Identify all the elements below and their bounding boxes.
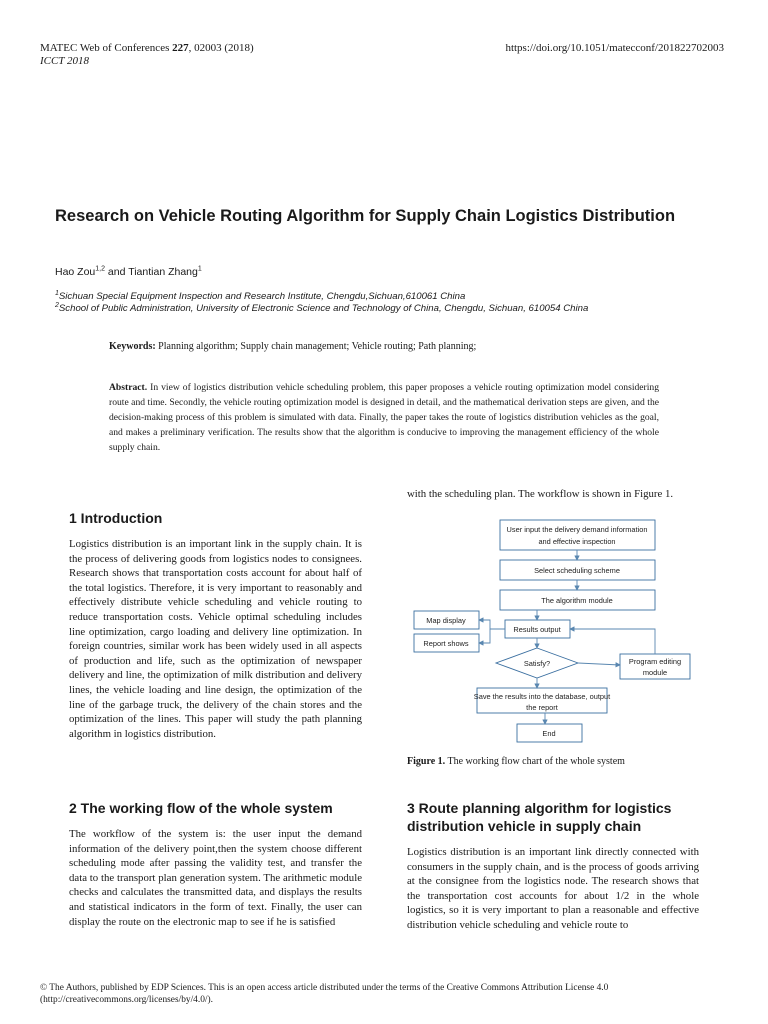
- section-1-text: Logistics distribution is an important link in the supply chain. It is the process of delivering goods from logistics nodes to consignees. Research shows that transportation costs account for about half of the total logistics. Therefore, it is very important to reasonably and effectively distribute vehicle scheduling and vehicle routing to reduce transportation costs. Vehicle optimal scheduling includes line optimization, cargo loading and delivery line optimization. In foreign countries, similar work has been widely used in all aspects of production and life, such as the optimization of newspaper delivery and line, the optimization of milk distribution and delivery lines, the vehicle loading and line design, the optimization of the line of the garbage truck, the delivery of the chain stores and the optimization of the lines. This paper will study the path planning algorithm in logistics distribution.: [69, 538, 362, 740]
- workflow-flowchart: [405, 517, 705, 749]
- keywords: Keywords: Planning algorithm; Supply chain management; Vehicle routing; Path planning;: [109, 341, 477, 352]
- doi-link[interactable]: https://doi.org/10.1051/matecconf/201822702003: [505, 42, 724, 54]
- paper-title: Research on Vehicle Routing Algorithm for Supply Chain Logistics Distribution: [55, 207, 676, 225]
- license-link[interactable]: (http://creativecommons.org/licenses/by/4.0/).: [40, 995, 213, 1005]
- node-user-input-label-1: User input the delivery demand information: [506, 525, 648, 534]
- node-algorithm-module-label: The algorithm module: [541, 596, 613, 605]
- node-satisfy-label: Satisfy?: [523, 659, 551, 668]
- section-2-text: The workflow of the system is: the user input the demand information of the delivery point,then the system choose different scheduling mode after passing the validity test, and transfer the data to the transport plan generation system. The arithmetic module checks and calculates the transmitted data, and displays the results and statistical indicators in the form of text. Finally, the user can display the route on the electronic map to see if he is satisfied: [69, 828, 362, 928]
- node-results-output-label: Results output: [513, 625, 561, 634]
- node-user-input-label-2: and effective inspection: [538, 537, 616, 546]
- abstract: Abstract. In view of logistics distribution vehicle scheduling problem, this paper proposes a vehicle routing optimization model considering route and time. Secondly, the vehicle routing optimization model is designed in detail, and the mathematical derivation steps are given, and the decision-making process of this problem is simulated with data. Finally, the paper takes the route of logistics distribution vehicles as the goal, and makes a preliminary verification. The results show that the algorithm is conducive to improving the management efficiency of the whole supply chain.: [109, 382, 659, 453]
- node-report-shows-label: Report shows: [423, 639, 469, 648]
- node-select-scheme-label: Select scheduling scheme: [534, 566, 620, 575]
- section-1-heading: 1 Introduction: [69, 510, 163, 526]
- node-save-results-label-1: Save the results into the database, output: [473, 692, 611, 701]
- node-map-display-label: Map display: [426, 616, 466, 625]
- conference-name: ICCT 2018: [40, 55, 90, 67]
- affiliation-2: $^2$School of Public Administration, University of Electronic Science and Technology of China, Chengdu, Sichuan, 610054 China: [55, 301, 589, 314]
- node-program-editing-label-2: module: [642, 668, 668, 677]
- running-header: MATEC Web of Conferences 227, 02003 (2018): [40, 42, 254, 54]
- license-footer: © The Authors, published by EDP Sciences. This is an open access article distributed under the terms of the Creative Commons Attribution License 4.0 (http://creativecommons.org/licenses/by/4.0/).: [40, 982, 730, 1006]
- section-2-heading: 2 The working flow of the whole system: [69, 800, 333, 816]
- affiliation-1: $^1$Sichuan Special Equipment Inspection and Research Institute, Chengdu,Sichuan,610061 China: [55, 289, 466, 302]
- section-3-text: Logistics distribution is an important link directly connected with consumers in the supply chain, and is the process of goods arriving at the consignee from the logistics node. The research shows that the transportation cost accounts for about 1/2 in the whole logistics, so it is very important to plan a reasonable and effective distribution vehicle scheduling and vehicle route to: [407, 846, 699, 931]
- section-3-heading: 3 Route planning algorithm for logistics distribution vehicle in supply chain: [407, 800, 672, 834]
- node-end-label: End: [542, 729, 556, 738]
- section-2-continued: with the scheduling plan. The workflow is shown in Figure 1.: [407, 488, 674, 500]
- author-list: Hao Zou$^{1,2}$ and Tiantian Zhang$^1$: [55, 265, 202, 278]
- figure-caption: Figure 1. The working flow chart of the whole system: [407, 756, 625, 767]
- node-save-results-label-2: the report: [526, 703, 558, 712]
- node-program-editing-label-1: Program editing: [628, 657, 682, 666]
